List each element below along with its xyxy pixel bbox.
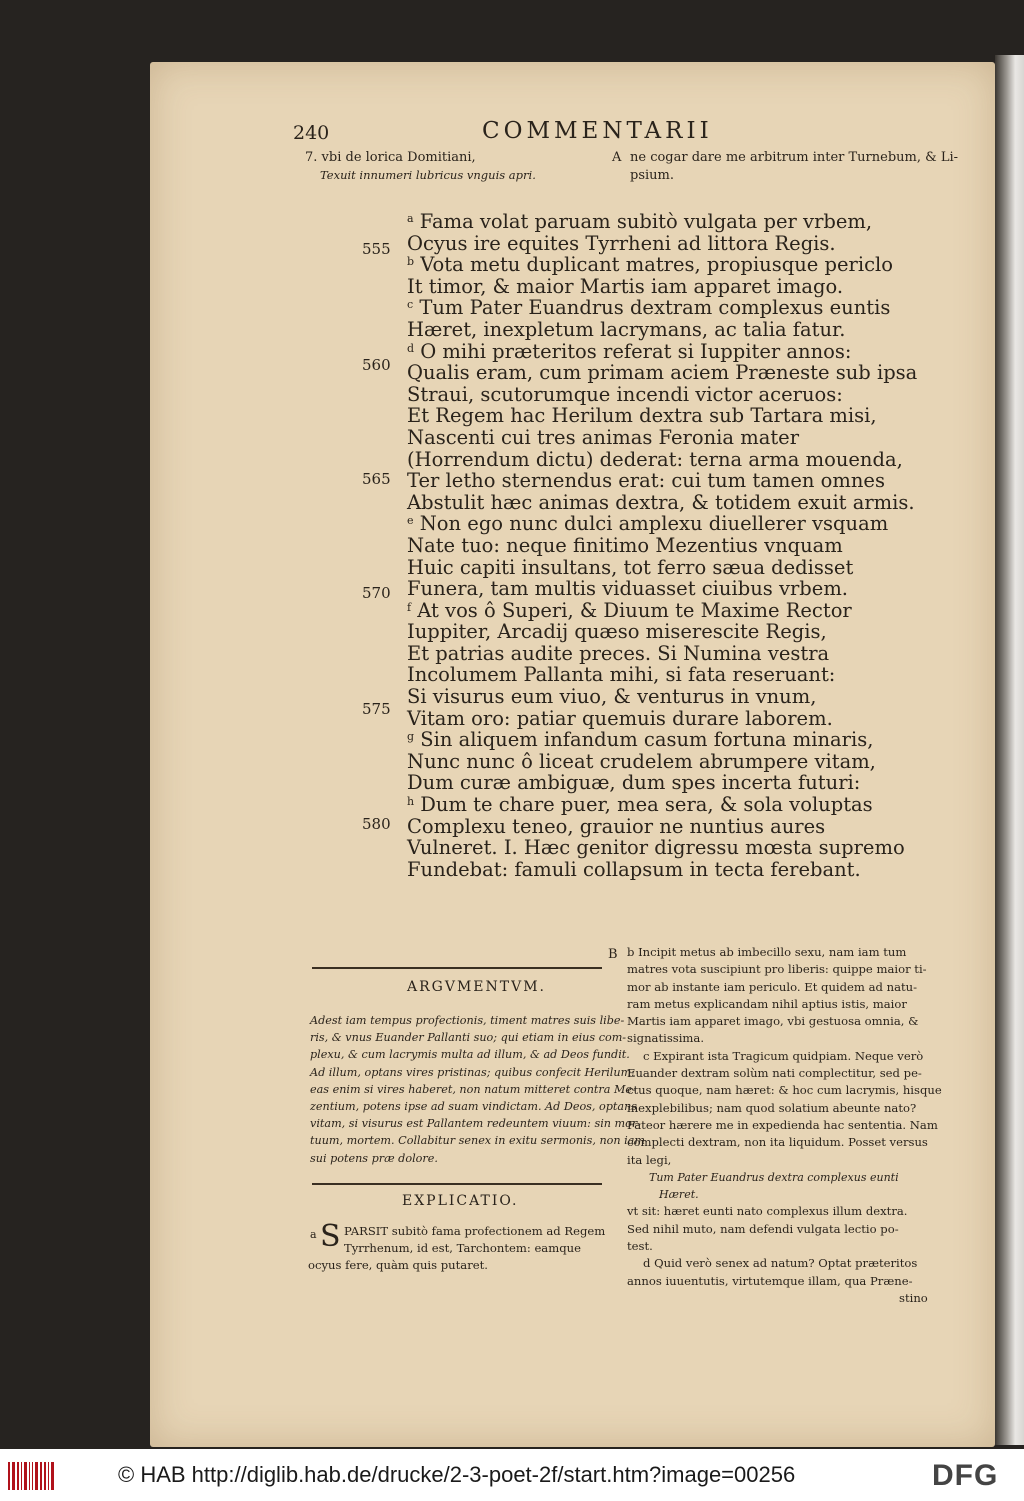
verse-line: Straui, scutorumque incendi victor aceruos: bbox=[407, 382, 843, 406]
running-title: COMMENTARII bbox=[482, 118, 713, 144]
verse-line: Vulneret. I. Hæc genitor digressu mœsta supremo bbox=[407, 836, 905, 860]
verse-line: $^f$ At vos ô Superi, & Diuum te Maxime Rector bbox=[407, 598, 852, 622]
verse-line: $^b$ Vota metu duplicant matres, propiusque periclo bbox=[407, 253, 894, 277]
copyright-url[interactable]: © HAB http://diglib.hab.de/drucke/2-3-poet-2f/start.htm?image=00256 bbox=[118, 1462, 796, 1487]
verse-line: Complexu teneo, grauior ne nuntius aures bbox=[407, 814, 826, 838]
explicatio-line: Tyrrhenum, id est, Tarchontem: eamque bbox=[344, 1241, 581, 1255]
verse-line: Huic capiti insultans, tot ferro sæua dedisset bbox=[407, 555, 854, 579]
drop-cap: S bbox=[320, 1219, 341, 1254]
section-rule bbox=[312, 1183, 602, 1185]
explicatio-line: PARSIT subitò fama profectionem ad Regem bbox=[344, 1224, 606, 1238]
verse-line: Nunc nunc ô liceat crudelem abrumpere vitam, bbox=[407, 749, 876, 773]
verse-line: Hæret, inexpletum lacrymans, ac talia fatur. bbox=[407, 317, 846, 341]
verse-line: (Horrendum dictu) dederat: terna arma mouenda, bbox=[407, 447, 903, 471]
verse-line: Fundebat: famuli collapsum in tecta ferebant. bbox=[407, 857, 861, 881]
page-number: 240 bbox=[293, 122, 330, 144]
line-number: 570 bbox=[362, 584, 391, 602]
line-number: 575 bbox=[362, 700, 391, 718]
verse-line: $^d$ O mihi præteritos referat si Iuppiter annos: bbox=[407, 339, 852, 363]
verse-line: $^g$ Sin aliquem infandum casum fortuna minaris, bbox=[407, 728, 874, 752]
top-note-left-1: 7. vbi de lorica Domitiani, bbox=[305, 150, 476, 165]
verse-line: Dum curæ ambiguæ, dum spes incerta futuri: bbox=[407, 771, 861, 795]
marker-a: A bbox=[612, 150, 622, 165]
verse-line: Et patrias audite preces. Si Numina vestra bbox=[407, 641, 830, 665]
dfg-logo: DFG bbox=[932, 1459, 999, 1492]
verse-line: Qualis eram, cum primam aciem Præneste sub ipsa bbox=[407, 361, 918, 385]
verse-line: $^a$ Fama volat paruam subitò vulgata per vrbem, bbox=[407, 210, 873, 233]
top-note-right-2: psium. bbox=[630, 168, 674, 183]
verse-line: $^h$ Dum te chare puer, mea sera, & sola voluptas bbox=[407, 793, 873, 817]
section-rule bbox=[312, 967, 602, 969]
verse-line: $^e$ Non ego nunc dulci amplexu diuellerer vsquam bbox=[407, 512, 889, 536]
verse-line: Ocyus ire equites Tyrrheni ad littora Regis. bbox=[407, 231, 836, 255]
verse-block bbox=[407, 208, 918, 881]
verse-line: Incolumem Pallanta mihi, si fata reseruant: bbox=[407, 663, 836, 687]
line-number: 555 bbox=[362, 240, 391, 258]
verse-line: Funera, tam multis viduasset ciuibus vrbem. bbox=[407, 577, 849, 601]
explicatio-marker: a bbox=[310, 1228, 317, 1241]
page-edge bbox=[995, 55, 1024, 1445]
verse-line: Si visurus eum viuo, & venturus in vnum, bbox=[407, 685, 817, 709]
verse-line: It timor, & maior Martis iam apparet imago. bbox=[407, 274, 844, 298]
explicatio-line: ocyus fere, quàm quis putaret. bbox=[308, 1258, 488, 1272]
top-note-right-1: ne cogar dare me arbitrum inter Turnebum, & Li- bbox=[630, 150, 958, 165]
verse-line: $^c$ Tum Pater Euandrus dextram complexus euntis bbox=[407, 296, 891, 320]
argument-title: ARGVMENTVM. bbox=[407, 979, 546, 995]
hab-logo-icon bbox=[8, 1462, 54, 1490]
verse-line: Et Regem hac Herilum dextra sub Tartara misi, bbox=[407, 404, 877, 428]
verse-line: Iuppiter, Arcadij quæso miserescite Regis, bbox=[407, 620, 827, 644]
verse-line: Ter letho sternendus erat: cui tum tamen omnes bbox=[407, 469, 885, 493]
verse-line: Nate tuo: neque finitimo Mezentius vnquam bbox=[407, 533, 843, 557]
commentary-column: b Incipit metus ab imbecillo sexu, nam iam tum matres vota suscipiunt pro liberis: quippe maior ti- mor ab instante iam periculo. Et quidem ad natu- ram metus explicandam nihil aptius istis, maior Martis iam apparet imago, vbi gestuosa omnia, & signatissima. c Expirant ista Tragicum quidpiam. Neque verò Euander dextram solùm nati complectitur, sed pe- ctus quoque, nam hæret: & hoc cum lacrymis, hisque inexplebilibus; nam quod solatium abeunte nato? Fateor hærere me in expedienda hac sententia. Nam complecti dextram, non ita liquidum. Posset versus ita legi, Tum Pater Euandrus dextra complexus eunti Hæret. vt sit: hæret eunti nato complexus illum dextra. Sed nihil muto, nam defendi vulgata lectio po- test. d Quid verò senex ad natum? Optat præteritos annos iuuentutis, virtutemque illam, qua Præne- stino bbox=[627, 945, 942, 1305]
line-number: 580 bbox=[362, 815, 391, 833]
line-number: 560 bbox=[362, 356, 391, 374]
top-note-left-2: Texuit innumeri lubricus vnguis apri. bbox=[320, 168, 536, 182]
verse-line: Vitam oro: patiar quemuis durare laborem. bbox=[407, 706, 833, 730]
marker-b: B bbox=[608, 947, 618, 962]
verse-line: Abstulit hæc animas dextra, & totidem exuit armis. bbox=[407, 490, 915, 514]
line-number: 565 bbox=[362, 470, 391, 488]
argument-text: Adest iam tempus profectionis, timent matres suis libe- ris, & vnus Euander Pallanti suo; qui etiam in eius com- plexu, & cum lacrymis multa ad illum, & ad Deos fundit. Ad illum, optans vires pristinas; quibus confecit Herilum: eas enim si vires haberet, non natum mitteret contra Me- zentium, potens ipse ad suam vindictam. Ad Deos, optans vitam, si visurus est Pallantem redeuntem viuum: sin mor- tuum, mortem. Collabitur senex in exitu sermonis, non iam sui potens præ dolore. bbox=[310, 1014, 646, 1165]
verse-line: Nascenti cui tres animas Feronia mater bbox=[407, 425, 800, 449]
explicatio-title: EXPLICATIO. bbox=[402, 1193, 519, 1209]
